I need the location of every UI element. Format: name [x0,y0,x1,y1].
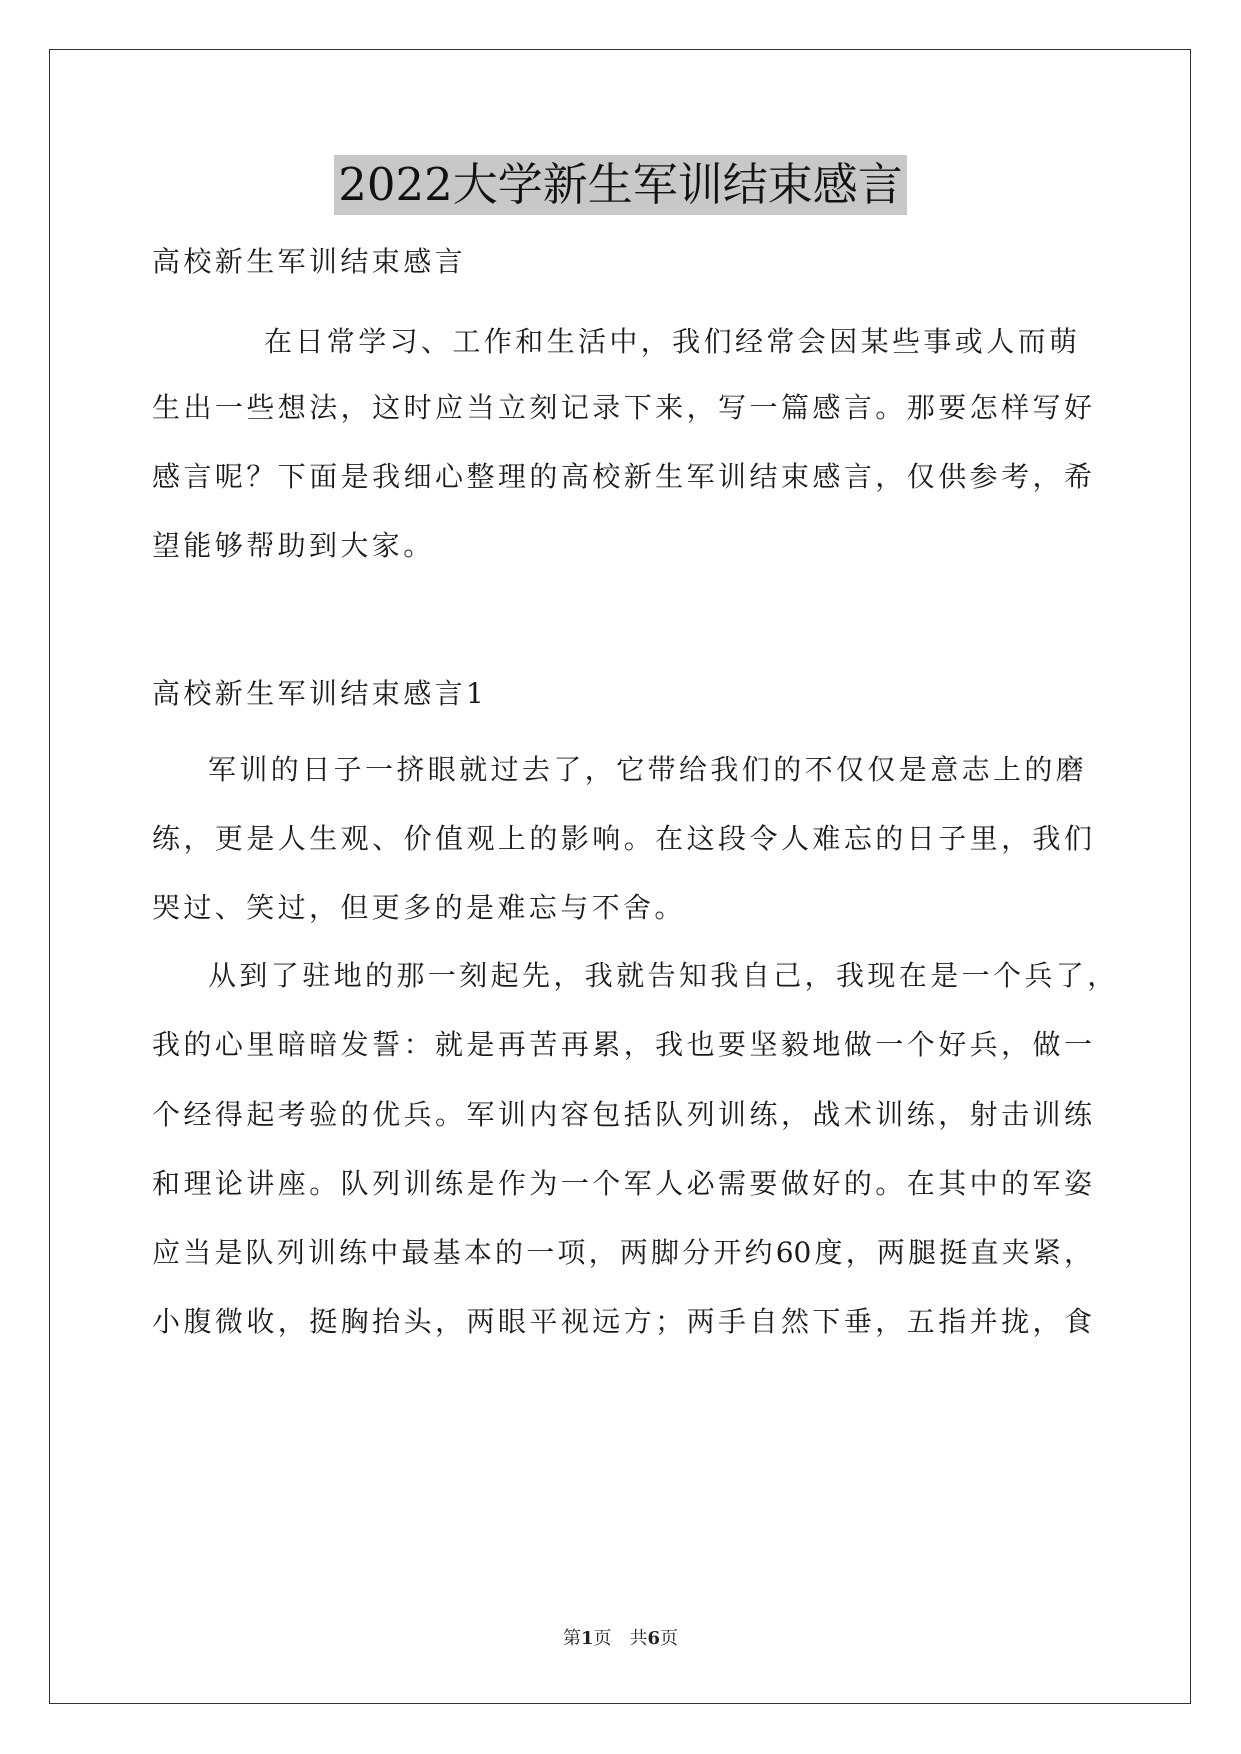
page-footer [0,1627,1241,1651]
paragraph-line: 在日常学习、工作和生活中，我们经常会因某些事或人而萌 [264,325,1081,358]
paragraph-line: 个经得起考验的优兵。军训内容包括队列训练，战术训练，射击训练 [152,1098,1092,1131]
title-container [0,155,1241,215]
document-title: 2022大学新生军训结束感言 [334,155,907,215]
paragraph-line: 应当是队列训练中最基本的一项，两脚分开约60度，两腿挺直夹紧， [152,1236,1092,1269]
paragraph-line: 我的心里暗暗发誓：就是再苦再累，我也要坚毅地做一个好兵，做一 [152,1028,1092,1061]
paragraph-line: 和理论讲座。队列训练是作为一个军人必需要做好的。在其中的军姿 [152,1167,1092,1200]
paragraph-line: 军训的日子一挤眼就过去了，它带给我们的不仅仅是意志上的磨 [208,753,1088,786]
paragraph-line: 从到了驻地的那一刻起先，我就告知我自己，我现在是一个兵了， [208,959,1119,992]
paragraph-line: 哭过、笑过，但更多的是难忘与不舍。 [152,891,686,924]
paragraph-line: 生出一些想法，这时应当立刻记录下来，写一篇感言。那要怎样写好 [152,391,1092,424]
total-page-count: 6 [647,1628,661,1649]
paragraph-line: 望能够帮助到大家。 [152,529,435,562]
paragraph-line: 练，更是人生观、价值观上的影响。在这段令人难忘的日子里，我们 [152,822,1092,855]
current-page-number: 1 [580,1628,594,1649]
paragraph-line: 感言呢？下面是我细心整理的高校新生军训结束感言，仅供参考，希 [152,460,1092,493]
footer-middle: 页 共 [593,1628,648,1649]
section-heading: 高校新生军训结束感言 [152,245,467,278]
section-heading: 高校新生军训结束感言1 [152,677,488,710]
footer-prefix: 第 [562,1628,581,1649]
footer-suffix: 页 [660,1628,679,1649]
paragraph-line: 小腹微收，挺胸抬头，两眼平视远方；两手自然下垂，五指并拢，食 [152,1305,1092,1338]
page-border [49,49,1191,1704]
